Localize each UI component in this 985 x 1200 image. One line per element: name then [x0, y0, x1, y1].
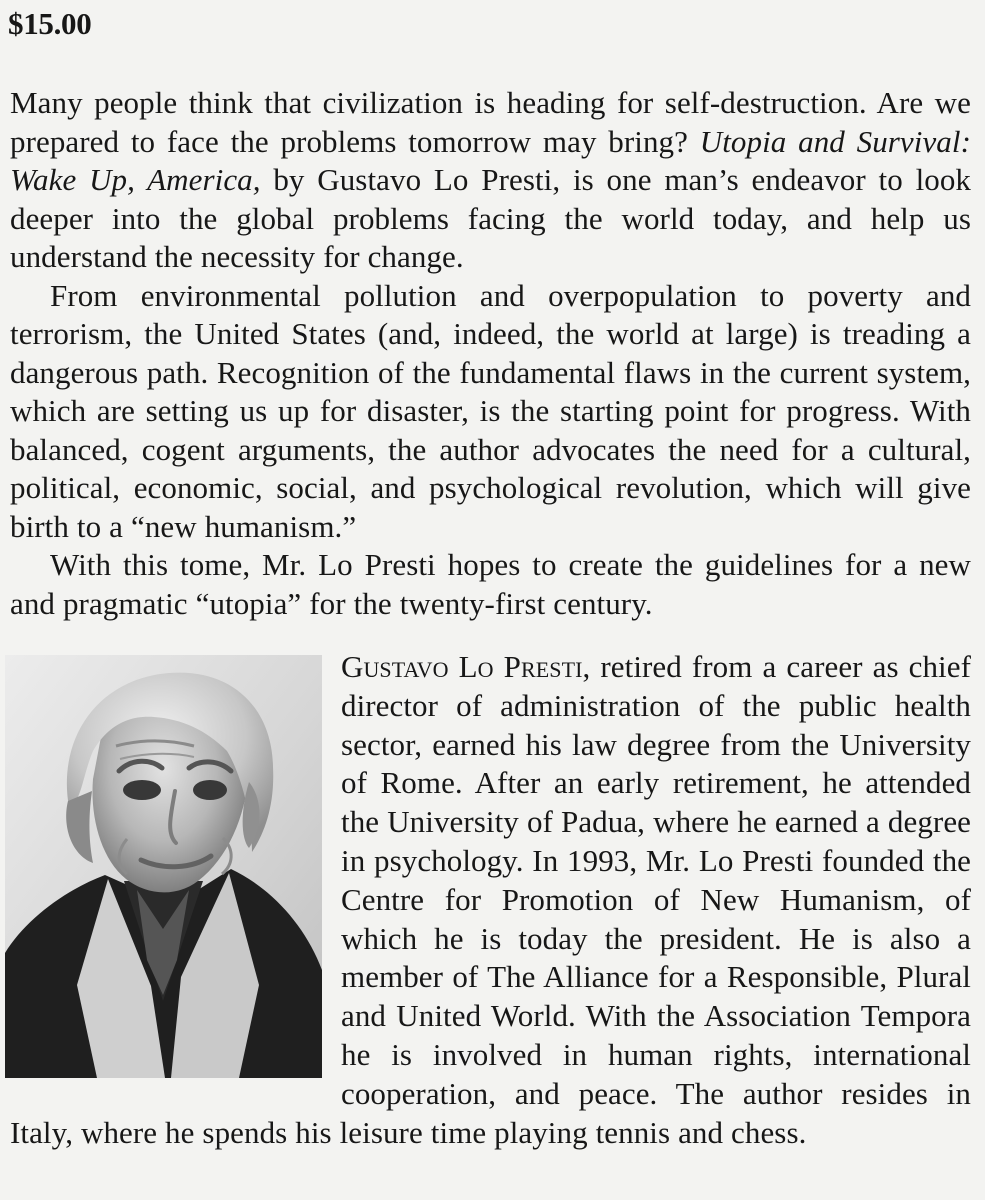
description-paragraph-1 — [10, 84, 971, 277]
author-name: Gustavo Lo Presti, — [341, 649, 591, 684]
photo-text-wrap-spacer — [10, 648, 341, 1093]
book-description — [10, 84, 971, 623]
description-intro: Many people think that civilization is heading for self-destruction. Are we prepared to face the problems tomorrow may bring? — [10, 85, 971, 159]
description-paragraph-2: From environmental pollution and overpopulation to poverty and terrorism, the United States (and, indeed, the world at large) is treading a dangerous path. Recognition of the fundamental flaws in the current system, which are setting us up for disaster, is the starting point for progress. With balanced, cogent arguments, the author advocates the need for a cultural, political, economic, social, and psychological revolution, which will give birth to a “new humanism.” — [10, 277, 971, 544]
description-summary: by Gustavo Lo Presti, is one man’s endeavor to look deeper into the global problems facing the world today, and help us understand the necessity for change. — [10, 162, 971, 274]
author-bio-text: retired from a career as chief director of administration of the public health sector, earned his law degree from the University of Rome. After an early retirement, he attended the University of Padua, where he earned a degree in psychology. In 1993, Mr. Lo Presti founded the Centre for Promotion of New Humanism, of which he is today the president. He is also a member of The Alliance for a Responsible, Plural and United World. With the Association Tempora he is involved in human rights, international cooperation, and peace. The author resides in Italy, where he spends his leisure time playing tennis and chess. — [10, 649, 971, 1150]
book-title: Utopia and Survival: Wake Up, America, — [10, 123, 971, 197]
author-bio — [10, 648, 971, 1152]
price-label: $15.00 — [8, 6, 92, 41]
description-paragraph-3: With this tome, Mr. Lo Presti hopes to create the guidelines for a new and pragmatic “utopia” for the twenty-first century. — [10, 547, 971, 621]
